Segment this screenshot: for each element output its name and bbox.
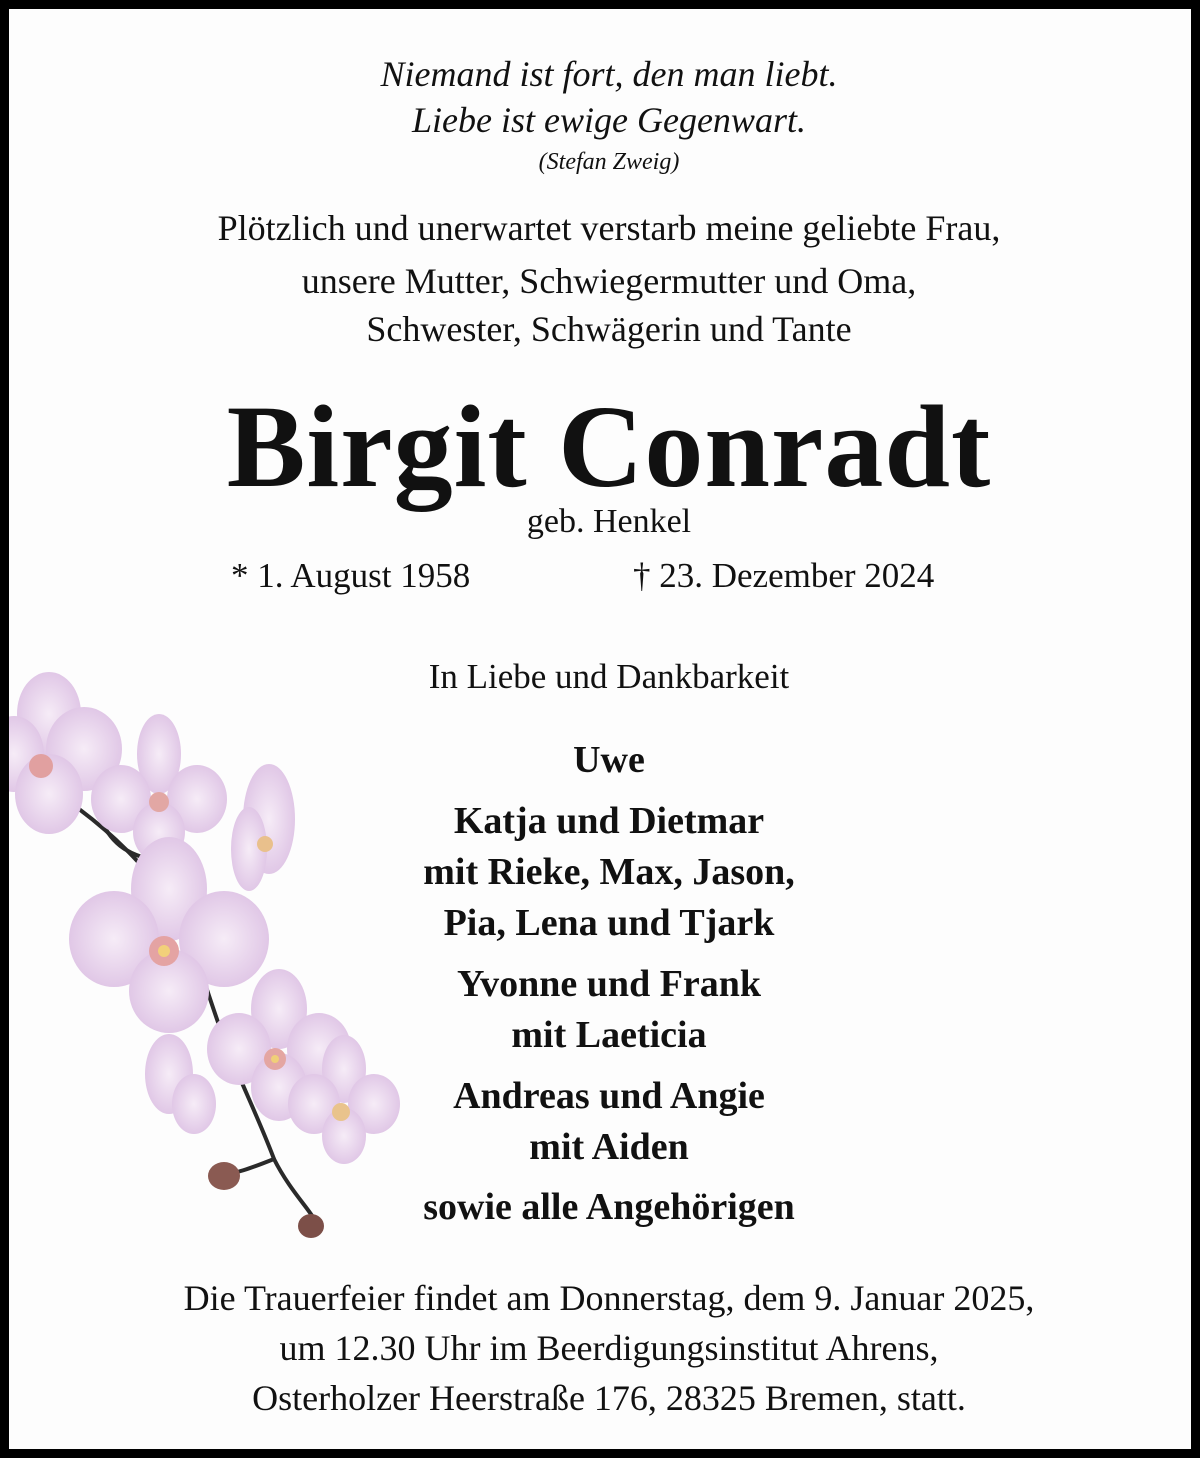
family-line-4: Pia, Lena und Tjark xyxy=(443,902,775,944)
closing-line: In Liebe und Dankbarkeit xyxy=(428,657,790,696)
ceremony-line-2: um 12.30 Uhr im Beerdigungsinstitut Ahrens, xyxy=(279,1328,939,1368)
family-line-3: mit Rieke, Max, Jason, xyxy=(423,851,795,893)
intro-line-1: Plötzlich und unerwartet verstarb meine geliebte Frau, xyxy=(217,208,1001,248)
ceremony-line-3: Osterholzer Heerstraße 176, 28325 Bremen, statt. xyxy=(252,1378,966,1418)
intro-line-3: Schwester, Schwägerin und Tante xyxy=(366,309,852,349)
birth-name: geb. Henkel xyxy=(526,503,692,540)
ceremony-line-1: Die Trauerfeier findet am Donnerstag, dem 9. Januar 2025, xyxy=(183,1278,1035,1318)
family-line-6: mit Laeticia xyxy=(511,1014,707,1056)
family-line-2: Katja und Dietmar xyxy=(453,800,765,842)
family-line-5: Yvonne und Frank xyxy=(456,963,762,1005)
intro-line-2: unsere Mutter, Schwiegermutter und Oma, xyxy=(301,261,917,301)
deceased-name: Birgit Conradt xyxy=(226,381,992,512)
birth-date: * 1. August 1958 xyxy=(231,556,471,595)
death-date: † 23. Dezember 2024 xyxy=(633,556,935,595)
quote-line-1: Niemand ist fort, den man liebt. xyxy=(380,54,838,94)
family-line-9: sowie alle Angehörigen xyxy=(423,1186,795,1228)
quote-source: (Stefan Zweig) xyxy=(538,149,680,175)
family-line-8: mit Aiden xyxy=(529,1126,689,1168)
quote-line-2: Liebe ist ewige Gegenwart. xyxy=(412,100,806,140)
family-line-7: Andreas und Angie xyxy=(453,1075,765,1117)
family-line-1: Uwe xyxy=(573,739,645,781)
